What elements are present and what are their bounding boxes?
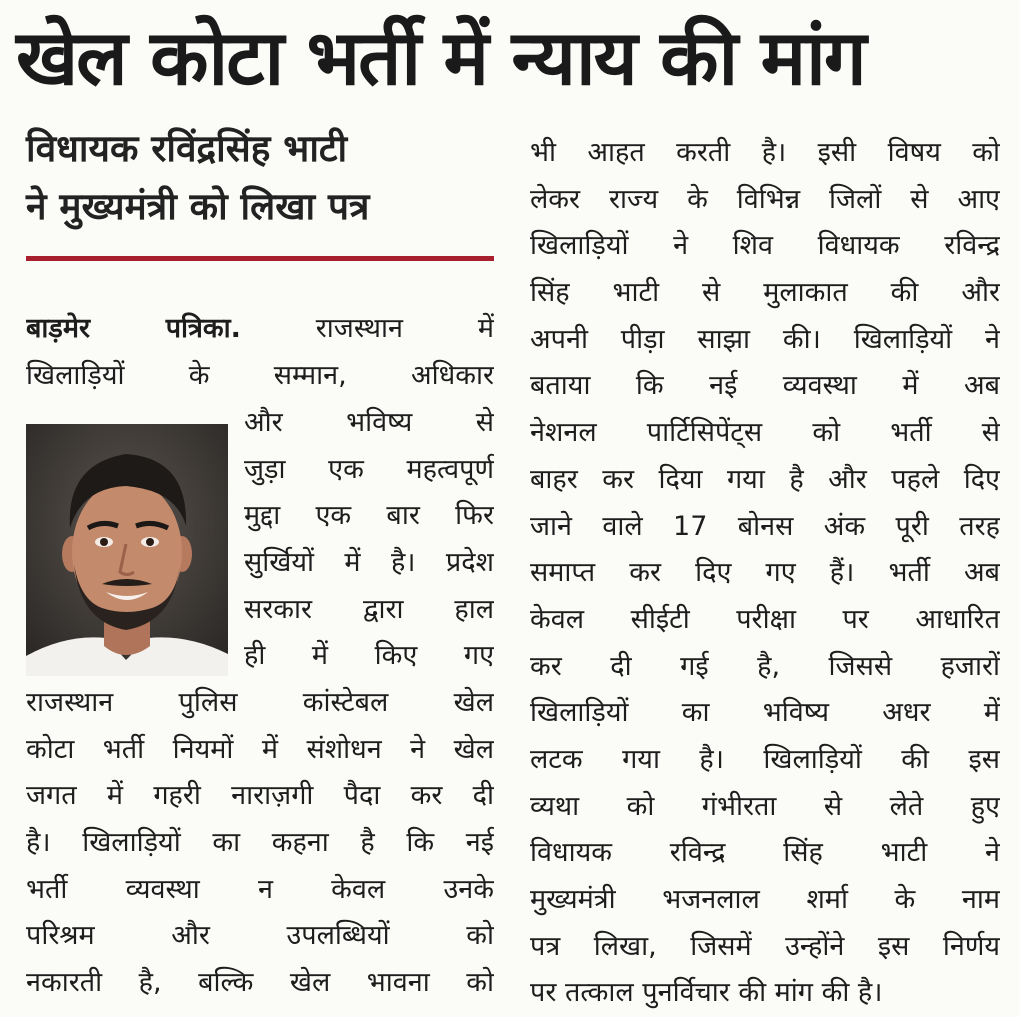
article-line: लेकर राज्य के विभिन्न जिलों से आए <box>530 183 1000 215</box>
subheadline-line-1: विधायक रविंद्रसिंह भाटी <box>26 127 348 170</box>
article-line: जाने वाले 17 बोनस अंक पूरी तरह <box>530 510 1000 542</box>
article-line: मुद्दा एक बार फिर <box>244 500 494 532</box>
article-line: लटक गया है। खिलाड़ियों की इस <box>530 743 1000 775</box>
portrait-photo <box>26 424 228 676</box>
article-line: मुख्यमंत्री भजनलाल शर्मा के नाम <box>530 884 1000 915</box>
right-column <box>530 130 1000 1017</box>
article-line: खिलाड़ियों ने शिव विधायक रविन्द्र <box>530 230 1000 262</box>
article-line: खिलाड़ियों के सम्मान, अधिकार <box>26 359 494 391</box>
article-line: अपनी पीड़ा साझा की। खिलाड़ियों ने <box>530 323 1000 355</box>
article-line: विधायक रविन्द्र सिंह भाटी ने <box>530 837 1000 869</box>
article-line: समाप्त कर दिए गए हैं। भर्ती अब <box>530 557 1000 589</box>
article-line: सुर्खियों में है। प्रदेश <box>244 547 494 579</box>
article-line: पर तत्काल पुनर्विचार की मांग की है। <box>530 977 883 1009</box>
article-line <box>26 306 494 353</box>
red-divider <box>26 256 494 261</box>
article-line: बाहर कर दिया गया है और पहले दिए <box>530 463 1000 495</box>
article-line: केवल सीईटी परीक्षा पर आधारित <box>530 603 1000 635</box>
article-line: खिलाड़ियों का भविष्य अधर में <box>530 697 1000 729</box>
article-line: भर्ती व्यवस्था न केवल उनके <box>26 873 494 905</box>
article-line: जगत में गहरी नाराज़गी पैदा कर दी <box>26 780 494 812</box>
article-line: सिंह भाटी से मुलाकात की और <box>530 277 1000 309</box>
left-column-top <box>26 306 494 399</box>
subheadline-line-2: ने मुख्यमंत्री को लिखा पत्र <box>26 185 370 228</box>
portrait-illustration <box>26 424 228 676</box>
left-column-bottom <box>26 680 494 1007</box>
subheadline <box>26 120 496 236</box>
article-line: कर दी गई है, जिससे हजारों <box>530 650 1000 682</box>
article-line: राजस्थान पुलिस कांस्टेबल खेल <box>26 687 494 718</box>
article-line: परिश्रम और उपलब्धियों को <box>26 920 494 952</box>
article-line: सरकार द्वारा हाल <box>244 593 494 625</box>
article-line: नकारती है, बल्कि खेल भावना को <box>26 967 494 999</box>
article-line: पत्र लिखा, जिसमें उन्होंने इस निर्णय <box>530 930 1000 962</box>
article-text: राजस्थान में <box>315 313 494 344</box>
article-line: व्यथा को गंभीरता से लेते हुए <box>530 790 1000 822</box>
article-line: नेशनल पार्टिसिपेंट्स को भर्ती से <box>530 417 1000 449</box>
article-line: बताया कि नई व्यवस्था में अब <box>530 370 1000 402</box>
article-line: भी आहत करती है। इसी विषय को <box>530 137 1000 168</box>
dateline: बाड़मेर पत्रिका. <box>26 313 241 344</box>
article-line: है। खिलाड़ियों का कहना है कि नई <box>26 827 494 859</box>
article-line: और भविष्य से <box>244 407 494 438</box>
article-line: ही में किए गए <box>244 640 494 672</box>
left-column-wrap <box>244 400 494 680</box>
article-line: कोटा भर्ती नियमों में संशोधन ने खेल <box>26 733 494 765</box>
headline: खेल कोटा भर्ती में न्याय की मांग <box>16 13 865 102</box>
article-line: जुड़ा एक महत्वपूर्ण <box>244 453 494 485</box>
